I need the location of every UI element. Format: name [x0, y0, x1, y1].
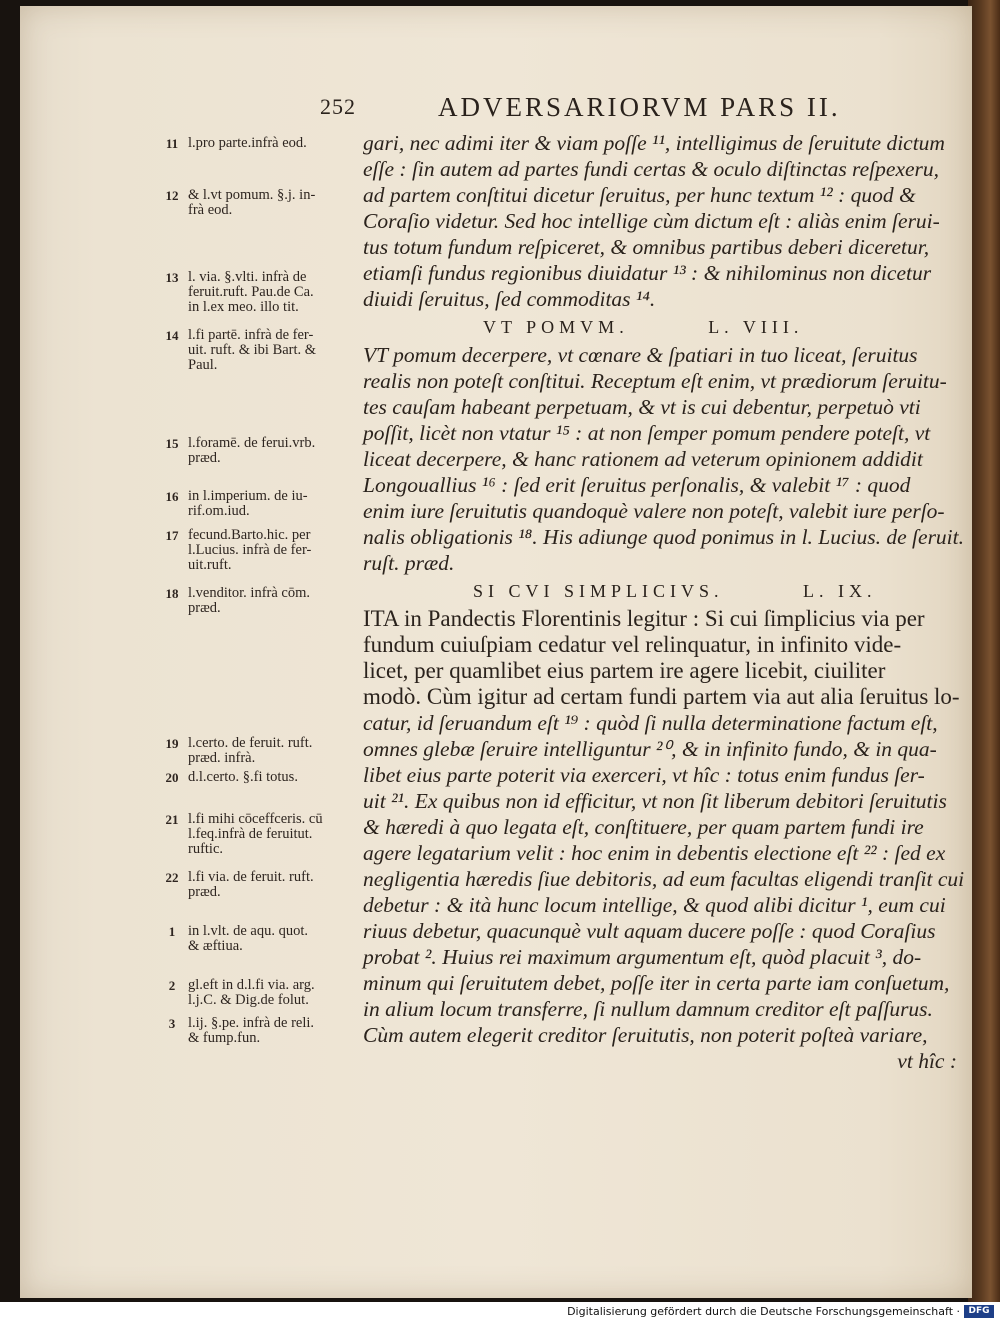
footer-credit: Digitalisierung gefördert durch die Deutsche Forschungsgemeinschaft · — [567, 1305, 960, 1318]
text-line: & hæredi à quo legata eſt, conſtituere, per quam partem fundi ire — [363, 815, 924, 839]
margin-note-number: 1 — [168, 924, 176, 939]
text-line: fundum cuiuſpiam cedatur vel relinquatur, in infinito vide- — [363, 632, 902, 657]
text-line: Longouallius ¹⁶ : ſed erit ſeruitus perſonalis, & valebit ¹⁷ : quod — [363, 473, 911, 497]
text-line: probat ². Huius rei maximum argumentum eſt, quòd placuit ³, do- — [363, 945, 922, 969]
text-line: tes cauſam habeant perpetuam, & vt is cui debentur, perpetuò vti — [363, 395, 921, 419]
final-line-text: vt hîc : — [897, 1049, 957, 1073]
margin-note-number: 18 — [165, 586, 179, 601]
text-line: minum qui ſeruitutem debet, poſſe iter in certa parte iam conſuetum, — [363, 971, 950, 995]
section-law-number: L. VIII. — [708, 317, 804, 337]
text-line: ad partem conſtitui dicetur ſeruitus, per hunc textum ¹² : quod & — [363, 183, 916, 207]
margin-note-number: 17 — [165, 528, 179, 543]
text-line: omnes glebæ ſeruire intelliguntur ²⁰, & in infinito fundo, & in qua- — [363, 737, 937, 761]
text-line: modò. Cùm igitur ad certam fundi partem via aut alia ſeruitus lo- — [363, 684, 960, 709]
paragraph-2 — [363, 342, 975, 576]
margin-notes — [20, 6, 380, 1206]
running-head: ADVERSARIORVM PARS II. — [438, 92, 841, 122]
footer-bar — [0, 1302, 1000, 1321]
margin-note-text: d.l.certo. §.fi totus. — [188, 769, 298, 785]
margin-note-number: 22 — [165, 870, 179, 885]
section-title: SI CVI SIMPLICIVS. — [473, 581, 724, 601]
text-line: libet eius parte poterit via exerceri, vt hîc : totus enim fundus ſer- — [363, 763, 925, 787]
section-title: VT POMVM. — [483, 317, 629, 337]
margin-note-text: in l.imperium. de iu- rif.om.iud. — [188, 488, 308, 519]
text-line: tus totum fundum reſpiceret, & omnibus partibus deberi diceretur, — [363, 235, 930, 259]
page-number: 252 — [320, 94, 356, 119]
final-line — [363, 1048, 975, 1074]
margin-note-text: & l.vt pomum. §.j. in- frà eod. — [188, 187, 316, 218]
margin-note-number: 14 — [165, 328, 179, 343]
text-line: liceat decerpere, & hanc rationem ad veterum opinionem addidit — [363, 447, 923, 471]
text-line: riuus debetur, quacunquè vult aquam ducere poſſe : quod Coraſius — [363, 919, 936, 943]
section-heading-si-cui — [473, 576, 975, 606]
margin-note-text: l.venditor. infrà cōm. præd. — [188, 585, 311, 616]
margin-note-number: 21 — [165, 812, 179, 827]
text-line: realis non poteſt conſtitui. Receptum eſt enim, vt prædiorum ſeruitu- — [363, 369, 947, 393]
text-line: catur, id ſeruandum eſt ¹⁹ : quòd ſi nulla determinatione factum eſt, — [363, 711, 938, 735]
text-line: debetur : & ità hunc locum intellige, & quod alibi dicitur ¹, eum cui — [363, 893, 946, 917]
text-line: eſſe : ſin autem ad partes fundi certas & oculo diſtinctas reſpexeru, — [363, 157, 940, 181]
text-line: VT pomum decerpere, vt cœnare & ſpatiari in tuo liceat, ſeruitus — [363, 343, 918, 367]
book-page — [20, 6, 972, 1298]
text-line: etiamſi fundus regionibus diuidatur ¹³ : & nihilominus non dicetur — [363, 261, 932, 285]
text-line: in alium locum transferre, ſi nullum damnum creditor eſt paſſurus. — [363, 997, 933, 1021]
text-line: ITA in Pandectis Florentinis legitur : Si cui ſimplicius via per — [363, 606, 925, 631]
margin-note-number: 3 — [168, 1016, 176, 1031]
page-header — [320, 94, 920, 130]
text-line: poſſit, licèt non vtatur ¹⁵ : at non ſemper pomum pendere poteſt, vt — [363, 421, 931, 445]
section-heading-ut-pomum — [483, 312, 975, 342]
margin-note-number: 13 — [165, 270, 179, 285]
section-law-number: L. IX. — [803, 581, 877, 601]
text-line: gari, nec adimi iter & viam poſſe ¹¹, intelligimus de ſeruitute dictum — [363, 131, 945, 155]
text-line: Cùm autem elegerit creditor ſeruitutis, non poterit poſteà variare, — [363, 1023, 928, 1047]
margin-note-text: in l.vlt. de aqu. quot. & æftiua. — [188, 923, 309, 954]
margin-note-text: l.fi via. de feruit. ruft. præd. — [188, 869, 314, 900]
margin-note-number: 12 — [165, 188, 179, 203]
text-line: uit ²¹. Ex quibus non id efficitur, vt non ſit liberum debitori ſeruitutis — [363, 789, 947, 813]
margin-note-text: l.pro parte.infrà eod. — [188, 135, 307, 151]
main-text — [363, 130, 975, 1074]
text-line: nalis obligationis ¹⁸. His adiunge quod ponimus in l. Lucius. de ſeruit. — [363, 525, 965, 549]
margin-note-text: l.fi mihi cōceffceris. cū l.feq.infrà de feruitut. ruftic. — [188, 811, 323, 857]
margin-note-text: l.ij. §.pe. infrà de reli. & fump.fun. — [188, 1015, 315, 1046]
margin-note-text: fecund.Barto.hic. per l.Lucius. infrà de fer- uit.ruft. — [188, 527, 312, 573]
text-line: Coraſio videtur. Sed hoc intellige cùm dictum eſt : aliàs enim ſerui- — [363, 209, 940, 233]
text-line: ruſt. præd. — [363, 551, 455, 575]
margin-note-text: l.fi partē. infrà de fer- uit. ruft. & ibi Bart. & Paul. — [188, 327, 317, 373]
margin-note-text: l.foramē. de ferui.vrb. præd. — [188, 435, 316, 466]
margin-note-number: 20 — [165, 770, 179, 785]
margin-note-text: l.certo. de feruit. ruft. præd. infrà. — [188, 735, 313, 766]
margin-note-text: l. via. §.vlti. infrà de feruit.ruft. Pau.de Ca. in l.ex meo. illo tit. — [188, 269, 314, 315]
text-line: licet, per quamlibet eius partem ire agere licebit, ciuiliter — [363, 658, 886, 683]
paragraph-1 — [363, 130, 975, 312]
margin-note-number: 11 — [165, 136, 179, 151]
text-line: enim iure ſeruitutis quandoquè valere non poteſt, valebit iure perſo- — [363, 499, 945, 523]
paragraph-3-italic — [363, 710, 975, 1048]
dfg-logo: DFG — [964, 1305, 994, 1318]
text-line: agere legatarium velit : hoc enim in debentis electione eſt ²² : ſed ex — [363, 841, 946, 865]
text-line: diuidi ſeruitus, ſed commoditas ¹⁴. — [363, 287, 656, 311]
margin-note-number: 19 — [165, 736, 179, 751]
margin-note-number: 2 — [168, 978, 176, 993]
margin-note-number: 15 — [165, 436, 179, 451]
margin-note-number: 16 — [165, 489, 179, 504]
paragraph-3-roman — [363, 606, 975, 710]
text-line: negligentia hæredis ſiue debitoris, ad eum facultas eligendi tranſit cui — [363, 867, 965, 891]
margin-note-text: gl.eft in d.l.fi via. arg. l.j.C. & Dig.de folut. — [188, 977, 315, 1008]
